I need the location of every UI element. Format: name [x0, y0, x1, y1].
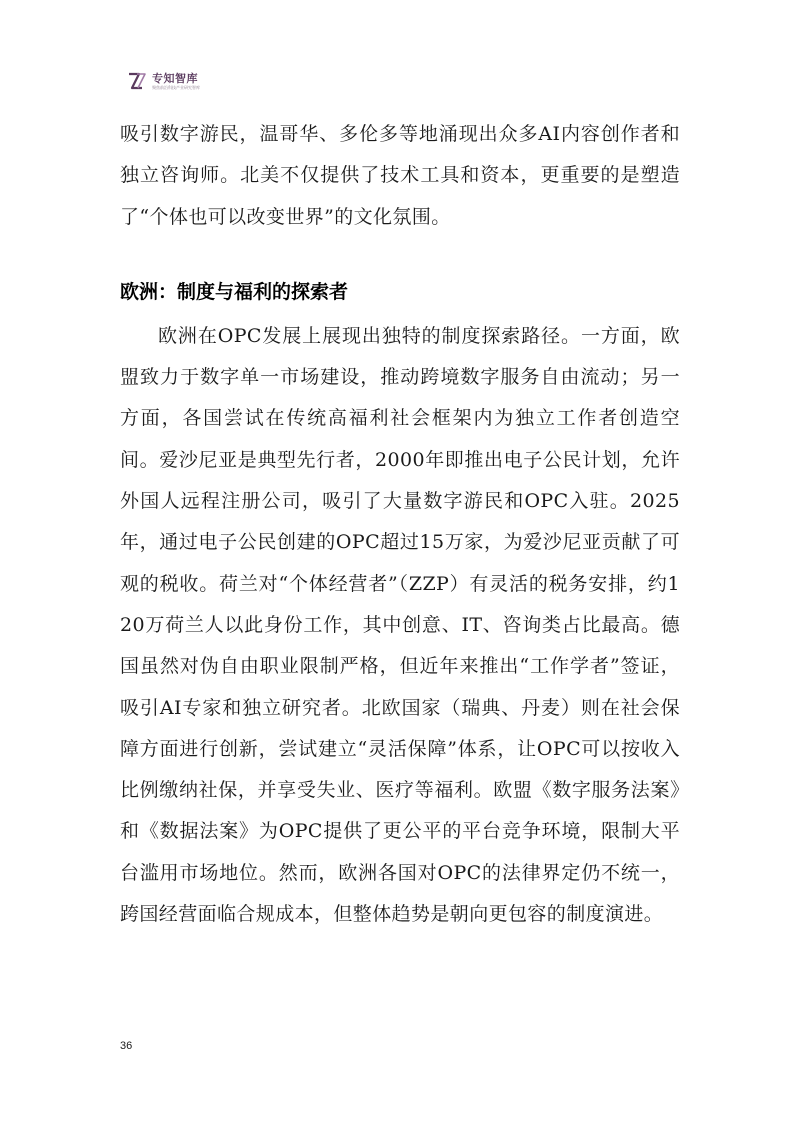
section-heading: 欧洲：制度与福利的探索者: [120, 280, 349, 303]
logo-title: 专知智库: [152, 71, 198, 85]
page-number: 36: [120, 1040, 133, 1052]
body-paragraph: 欧洲在OPC发展上展现出独特的制度探索路径。一方面，欧盟致力于数字单一市场建设，推动跨境数字服务自由流动；另一方面，各国尝试在传统高福利社会框架内为独立工作者创造空间。爱沙尼亚是典型先行者，2000年即推出电子公民计划，允许外国人远程注册公司，吸引了大量数字游民和OPC入驻。2025年，通过电子公民创建的OPC超过15万家，为爱沙尼亚贡献了可观的税收。荷兰对“个体经营者”（ZZP）有灵活的税务安排，约120万荷兰人以此身份工作，其中创意、IT、咨询类占比最高。德国虽然对伪自由职业限制严格，但近年来推出“工作学者”签证，吸引AI专家和独立研究者。北欧国家（瑞典、丹麦）则在社会保障方面进行创新，尝试建立“灵活保障”体系，让OPC可以按收入比例缴纳社保，并享受失业、医疗等福利。欧盟《数字服务法案》和《数据法案》为OPC提供了更公平的平台竞争环境，限制大平台滥用市场地位。然而，欧洲各国对OPC的法律界定仍不统一，跨国经营面临合规成本，但整体趋势是朝向更包容的制度演进。: [120, 324, 680, 926]
logo-subtitle: 聚焦前沿科技产业研究智库: [152, 84, 200, 90]
page-body: [120, 114, 680, 935]
body-paragraph: 吸引数字游民，温哥华、多伦多等地涌现出众多AI内容创作者和独立咨询师。北美不仅提供了技术工具和资本，更重要的是塑造了“个体也可以改变世界”的文化氛围。: [120, 123, 680, 228]
header: [126, 70, 200, 92]
zhuanzhi-logo-icon: [126, 70, 148, 92]
logo-text: [152, 73, 200, 90]
